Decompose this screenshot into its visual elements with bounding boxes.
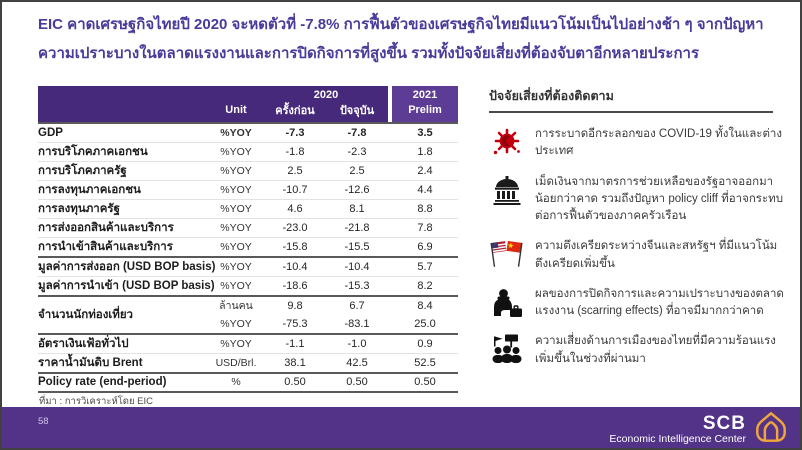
table-row <box>38 334 458 354</box>
risk-item-text: ความเสี่ยงด้านการเมืองของไทยที่มีความร้อนแรงเพิ่มขึ้นในช่วงที่ผ่านมา <box>535 335 776 365</box>
unemployment-icon <box>489 286 525 317</box>
value-current: -83.1 <box>344 317 370 330</box>
value-current: 42.5 <box>326 353 388 373</box>
value-current: 6.7 <box>326 296 388 315</box>
virus-icon <box>489 126 525 158</box>
economic-forecast-table <box>38 86 460 393</box>
header-blank <box>38 101 208 123</box>
value-previous: -1.1 <box>264 334 326 354</box>
value-current: -1.0 <box>326 334 388 354</box>
brand-subtitle: Economic Intelligence Center <box>609 432 746 445</box>
table-row <box>38 161 458 180</box>
brand-block <box>609 410 788 449</box>
table-row <box>38 123 458 142</box>
risk-item-covid <box>489 126 787 161</box>
slide-title-line2: ความเปราะบางในตลาดแรงงานและการปิดกิจการที่สูงขึ้น รวมทั้งปัจจัยเสี่ยงที่ต้องจับตาอีกหลายประการ <box>38 45 700 63</box>
risk-item-text: ความตึงเครียดระหว่างจีนและสหรัฐฯ ที่มีแนวโน้มตึงเครียดเพิ่มขึ้น <box>535 240 778 270</box>
table-row <box>38 142 458 161</box>
table-row <box>38 180 458 199</box>
row-label: การนำเข้าสินค้าและบริการ <box>38 237 208 257</box>
value-previous: -7.3 <box>264 123 326 142</box>
row-unit: %YOY <box>208 218 264 237</box>
value-prelim: 8.4 <box>392 296 458 315</box>
value-previous: -18.6 <box>264 276 326 296</box>
table-row <box>38 276 458 296</box>
value-previous: -15.8 <box>264 237 326 257</box>
risk-item-policy <box>489 174 787 226</box>
row-unit: USD/Brl. <box>208 353 264 373</box>
row-unit: %YOY <box>208 276 264 296</box>
header-previous: ครั้งก่อน <box>264 101 326 123</box>
row-unit: %YOY <box>208 257 264 277</box>
value-prelim: 1.8 <box>392 142 458 161</box>
row-unit: %YOY <box>208 142 264 161</box>
value-prelim: 7.8 <box>392 218 458 237</box>
value-previous: -10.7 <box>264 180 326 199</box>
value-prelim: 0.50 <box>392 373 458 392</box>
value-current: 0.50 <box>326 373 388 392</box>
brand-name: SCB <box>702 412 746 434</box>
row-label: ราคาน้ำมันดิบ Brent <box>38 353 208 373</box>
table-row <box>38 237 458 257</box>
value-current: -21.8 <box>326 218 388 237</box>
risk-item-us-china <box>489 238 787 273</box>
slide-title <box>38 10 790 69</box>
table-row <box>38 199 458 218</box>
value-current: -10.4 <box>326 257 388 277</box>
value-previous: 9.8 <box>264 296 326 315</box>
value-previous: -10.4 <box>264 257 326 277</box>
header-current: ปัจจุบัน <box>326 101 388 123</box>
table-row <box>38 257 458 277</box>
row-unit: %YOY <box>208 237 264 257</box>
row-label: GDP <box>38 123 208 142</box>
table-row <box>38 353 458 373</box>
us-china-flags-icon <box>489 238 525 267</box>
risk-panel-heading: ปัจจัยเสี่ยงที่ต้องติดตาม <box>489 86 773 113</box>
risk-item-text: การระบาดอีกระลอกของ COVID-19 ทั้งในและต่างประเทศ <box>535 128 782 158</box>
value-previous: 0.50 <box>264 373 326 392</box>
row-unit: %YOY <box>220 317 252 330</box>
row-unit: % <box>208 373 264 392</box>
value-current: -7.8 <box>326 123 388 142</box>
value-prelim: 5.7 <box>392 257 458 277</box>
value-previous: 2.5 <box>264 161 326 180</box>
source-note: ที่มา : การวิเคราะห์โดย EIC <box>39 396 154 407</box>
value-prelim: 0.9 <box>392 334 458 354</box>
government-building-icon <box>489 174 525 205</box>
value-previous: 4.6 <box>264 199 326 218</box>
value-current: -12.6 <box>326 180 388 199</box>
value-prelim: 8.8 <box>392 199 458 218</box>
value-prelim: 25.0 <box>414 317 436 330</box>
value-current: -15.5 <box>326 237 388 257</box>
row-unit: %YOY <box>208 123 264 142</box>
value-prelim: 2.4 <box>392 161 458 180</box>
row-label: การลงทุนภาครัฐ <box>38 199 208 218</box>
value-prelim: 3.5 <box>392 123 458 142</box>
header-prelim: Prelim <box>392 101 458 123</box>
row-label: การลงทุนภาคเอกชน <box>38 180 208 199</box>
table-row <box>38 218 458 237</box>
page-number: 58 <box>38 416 49 427</box>
value-current: 8.1 <box>326 199 388 218</box>
value-prelim: 8.2 <box>392 276 458 296</box>
footer-bar <box>2 407 800 448</box>
value-current: -15.3 <box>326 276 388 296</box>
protest-icon <box>489 333 525 363</box>
risk-item-text: ผลของการปิดกิจการและความเปราะบางของตลาดแรงงาน (scarring effects) ที่อาจมีมากกว่าคาด <box>535 287 784 317</box>
header-unit: Unit <box>208 101 264 123</box>
value-prelim: 6.9 <box>392 237 458 257</box>
row-label: การบริโภคภาครัฐ <box>38 161 208 180</box>
table-header <box>38 86 458 123</box>
table-row <box>38 373 458 392</box>
value-previous: -23.0 <box>264 218 326 237</box>
row-unit: %YOY <box>208 334 264 354</box>
risk-item-text: เม็ดเงินจากมาตรการช่วยเหลือของรัฐอาจออกมาน้อยกว่าคาด รวมถึงปัญหา policy cliff ที่อาจกระทบต่อการฟื้นตัวของภาคครัวเรือน <box>535 175 784 222</box>
row-unit: ล้านคน <box>208 296 264 315</box>
row-unit: %YOY <box>208 161 264 180</box>
value-current: -2.3 <box>326 142 388 161</box>
header-blank <box>38 86 208 101</box>
row-label: จำนวนนักท่องเที่ยว <box>38 296 208 334</box>
row-label: อัตราเงินเฟ้อทั่วไป <box>38 334 208 354</box>
row-label: Policy rate (end-period) <box>38 373 208 392</box>
header-blank <box>208 86 264 101</box>
value-prelim: 52.5 <box>392 353 458 373</box>
row-unit: %YOY <box>208 199 264 218</box>
row-unit: %YOY <box>208 180 264 199</box>
value-previous: -75.3 <box>282 317 308 330</box>
risk-item-politics <box>489 333 787 368</box>
value-previous: -1.8 <box>264 142 326 161</box>
row-label: มูลค่าการส่งออก (USD BOP basis) <box>38 257 208 277</box>
scb-logo-icon <box>754 410 788 449</box>
slide-title-line1: EIC คาดเศรษฐกิจไทยปี 2020 จะหดตัวที่ -7.8% การฟื้นตัวของเศรษฐกิจไทยมีแนวโน้มเป็นไปอย่างช้า ๆ จากปัญหา <box>38 16 764 33</box>
value-current: 2.5 <box>326 161 388 180</box>
risk-item-labour <box>489 286 787 321</box>
value-previous: 38.1 <box>264 353 326 373</box>
row-label: การบริโภคภาคเอกชน <box>38 142 208 161</box>
header-year-2021: 2021 <box>392 86 458 101</box>
table-row <box>38 296 458 315</box>
header-year-2020: 2020 <box>264 86 388 101</box>
value-prelim: 4.4 <box>392 180 458 199</box>
row-label: มูลค่าการนำเข้า (USD BOP basis) <box>38 276 208 296</box>
risk-panel <box>489 86 787 368</box>
row-label: การส่งออกสินค้าและบริการ <box>38 218 208 237</box>
